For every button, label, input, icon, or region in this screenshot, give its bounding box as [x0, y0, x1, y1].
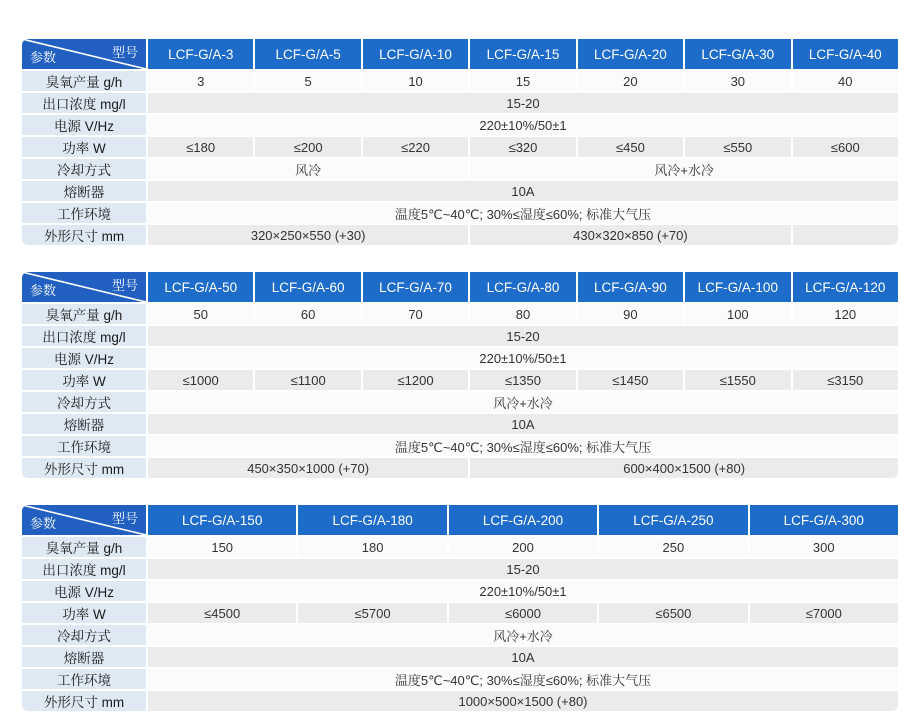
- value-cell: 温度5℃~40℃; 30%≤湿度≤60%; 标准大气压: [148, 436, 898, 456]
- value-cell: 10: [363, 71, 468, 91]
- table-row: [22, 537, 898, 557]
- value-cell: 100: [685, 304, 790, 324]
- table-row: [22, 647, 898, 667]
- table-row: [22, 326, 898, 346]
- table-row: [22, 581, 898, 601]
- value-cell: 50: [148, 304, 253, 324]
- value-cell: 15: [470, 71, 575, 91]
- model-header-cell: LCF-G/A-250: [599, 505, 747, 535]
- row-label: 臭氧产量 g/h: [22, 71, 146, 91]
- row-label: 冷却方式: [22, 159, 146, 179]
- row-label: 功率 W: [22, 370, 146, 390]
- value-cell: ≤1100: [255, 370, 360, 390]
- row-label: 冷却方式: [22, 625, 146, 645]
- row-label: 臭氧产量 g/h: [22, 537, 146, 557]
- table-row: [22, 458, 898, 478]
- value-cell: 15-20: [148, 326, 898, 346]
- value-cell: 风冷+水冷: [148, 625, 898, 645]
- model-header-cell: LCF-G/A-3: [148, 39, 253, 69]
- value-cell: ≤6500: [599, 603, 747, 623]
- value-cell: 220±10%/50±1: [148, 115, 898, 135]
- value-cell: 30: [685, 71, 790, 91]
- row-label: 熔断器: [22, 181, 146, 201]
- value-cell: 3: [148, 71, 253, 91]
- row-label: 熔断器: [22, 647, 146, 667]
- value-cell: ≤1550: [685, 370, 790, 390]
- value-cell: 80: [470, 304, 575, 324]
- model-header-row: [22, 272, 898, 302]
- table-row: [22, 93, 898, 113]
- corner-param-label: 参数: [30, 50, 57, 65]
- value-cell: ≤4500: [148, 603, 296, 623]
- row-label: 功率 W: [22, 137, 146, 157]
- spec-table-3: [20, 503, 900, 713]
- value-cell: 温度5℃~40℃; 30%≤湿度≤60%; 标准大气压: [148, 203, 898, 223]
- value-cell: 40: [793, 71, 898, 91]
- model-header-cell: LCF-G/A-300: [750, 505, 898, 535]
- model-header-cell: LCF-G/A-120: [793, 272, 898, 302]
- table-row: [22, 137, 898, 157]
- value-cell: ≤450: [578, 137, 683, 157]
- row-label: 冷却方式: [22, 392, 146, 412]
- value-cell: ≤1450: [578, 370, 683, 390]
- row-label: 出口浓度 mg/l: [22, 93, 146, 113]
- value-cell: 120: [793, 304, 898, 324]
- table-row: [22, 71, 898, 91]
- value-cell: 温度5℃~40℃; 30%≤湿度≤60%; 标准大气压: [148, 669, 898, 689]
- value-cell: ≤1200: [363, 370, 468, 390]
- value-cell: ≤200: [255, 137, 360, 157]
- row-label: 电源 V/Hz: [22, 115, 146, 135]
- value-cell: 风冷+水冷: [470, 159, 898, 179]
- value-cell: 150: [148, 537, 296, 557]
- table-row: [22, 414, 898, 434]
- model-header-cell: LCF-G/A-100: [685, 272, 790, 302]
- row-label: 熔断器: [22, 414, 146, 434]
- model-header-cell: LCF-G/A-70: [363, 272, 468, 302]
- row-label: 外形尺寸 mm: [22, 691, 146, 711]
- table-row: [22, 115, 898, 135]
- value-cell: 20: [578, 71, 683, 91]
- value-cell: 90: [578, 304, 683, 324]
- model-header-cell: LCF-G/A-5: [255, 39, 360, 69]
- value-cell: 5: [255, 71, 360, 91]
- corner-model-label: 型号: [111, 511, 138, 526]
- value-cell: 15-20: [148, 93, 898, 113]
- row-label: 出口浓度 mg/l: [22, 326, 146, 346]
- value-cell: 220±10%/50±1: [148, 581, 898, 601]
- value-cell: ≤320: [470, 137, 575, 157]
- value-cell: 70: [363, 304, 468, 324]
- corner-model-label: 型号: [111, 45, 138, 60]
- table-row: [22, 159, 898, 179]
- row-label: 电源 V/Hz: [22, 348, 146, 368]
- value-cell: ≤1350: [470, 370, 575, 390]
- value-cell: 风冷: [148, 159, 468, 179]
- table-row: [22, 203, 898, 223]
- model-header-cell: LCF-G/A-150: [148, 505, 296, 535]
- model-header-cell: LCF-G/A-15: [470, 39, 575, 69]
- model-header-cell: LCF-G/A-60: [255, 272, 360, 302]
- value-cell: 450×350×1000 (+70): [148, 458, 468, 478]
- value-cell: ≤600: [793, 137, 898, 157]
- model-header-cell: LCF-G/A-80: [470, 272, 575, 302]
- model-header-cell: LCF-G/A-200: [449, 505, 597, 535]
- value-cell: ≤7000: [750, 603, 898, 623]
- value-cell: 10A: [148, 647, 898, 667]
- value-cell: 180: [298, 537, 446, 557]
- value-cell: 300: [750, 537, 898, 557]
- value-cell: 10A: [148, 181, 898, 201]
- value-cell: 220±10%/50±1: [148, 348, 898, 368]
- table-row: [22, 603, 898, 623]
- corner-param-label: 参数: [30, 516, 57, 531]
- corner-model-label: 型号: [111, 278, 138, 293]
- row-label: 工作环境: [22, 203, 146, 223]
- spec-table-1: [20, 37, 900, 247]
- model-header-cell: LCF-G/A-10: [363, 39, 468, 69]
- model-header-row: [22, 505, 898, 535]
- corner-cell: [22, 272, 146, 302]
- table-row: [22, 225, 898, 245]
- row-label: 功率 W: [22, 603, 146, 623]
- table-row: [22, 370, 898, 390]
- value-cell: 600×400×1500 (+80): [470, 458, 898, 478]
- model-header-cell: LCF-G/A-20: [578, 39, 683, 69]
- corner-param-label: 参数: [30, 283, 57, 298]
- value-cell: 风冷+水冷: [148, 392, 898, 412]
- value-cell: ≤3150: [793, 370, 898, 390]
- value-cell: 200: [449, 537, 597, 557]
- value-cell: 10A: [148, 414, 898, 434]
- row-label: 外形尺寸 mm: [22, 458, 146, 478]
- model-header-cell: LCF-G/A-180: [298, 505, 446, 535]
- row-label: 工作环境: [22, 669, 146, 689]
- row-label: 电源 V/Hz: [22, 581, 146, 601]
- value-cell: ≤1000: [148, 370, 253, 390]
- table-row: [22, 691, 898, 711]
- table-row: [22, 559, 898, 579]
- model-header-cell: LCF-G/A-50: [148, 272, 253, 302]
- model-header-cell: LCF-G/A-30: [685, 39, 790, 69]
- value-cell: 15-20: [148, 559, 898, 579]
- table-row: [22, 669, 898, 689]
- row-label: 外形尺寸 mm: [22, 225, 146, 245]
- value-cell: ≤220: [363, 137, 468, 157]
- value-cell: 1000×500×1500 (+80): [148, 691, 898, 711]
- model-header-row: [22, 39, 898, 69]
- table-row: [22, 436, 898, 456]
- value-cell: ≤180: [148, 137, 253, 157]
- table-row: [22, 304, 898, 324]
- value-cell: 250: [599, 537, 747, 557]
- corner-cell: [22, 505, 146, 535]
- row-label: 出口浓度 mg/l: [22, 559, 146, 579]
- model-header-cell: LCF-G/A-40: [793, 39, 898, 69]
- value-cell: ≤550: [685, 137, 790, 157]
- table-row: [22, 625, 898, 645]
- value-cell: ≤5700: [298, 603, 446, 623]
- row-label: 工作环境: [22, 436, 146, 456]
- value-cell: ≤6000: [449, 603, 597, 623]
- spec-table-2: [20, 270, 900, 480]
- table-row: [22, 181, 898, 201]
- row-label: 臭氧产量 g/h: [22, 304, 146, 324]
- model-header-cell: LCF-G/A-90: [578, 272, 683, 302]
- value-cell: [793, 225, 898, 245]
- value-cell: 430×320×850 (+70): [470, 225, 790, 245]
- value-cell: 320×250×550 (+30): [148, 225, 468, 245]
- value-cell: 60: [255, 304, 360, 324]
- corner-cell: [22, 39, 146, 69]
- table-row: [22, 348, 898, 368]
- table-row: [22, 392, 898, 412]
